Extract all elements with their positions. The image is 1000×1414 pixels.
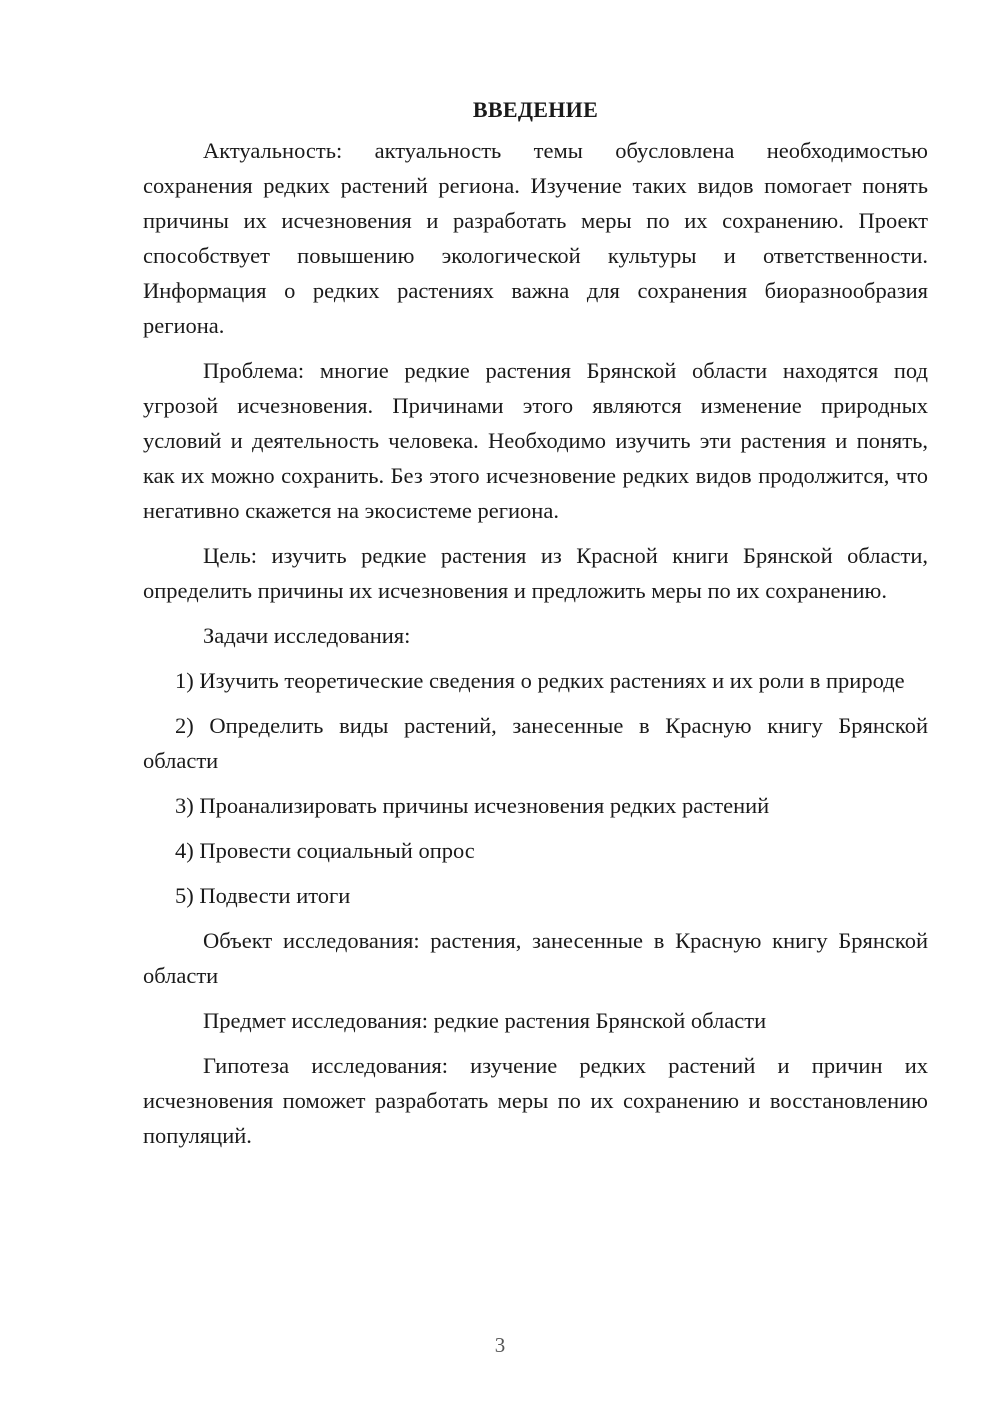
task-item: 4) Провести социальный опрос: [175, 838, 475, 863]
tasks-list: [143, 663, 928, 913]
goal-paragraph: Цель: изучить редкие растения из Красной книги Брянской области, определить причины их исчезновения и предложить меры по их сохранению.: [143, 543, 928, 603]
hypothesis-paragraph: Гипотеза исследования: изучение редких растений и причин их исчезновения поможет разработать меры по их сохранению и восстановлению популяций.: [143, 1053, 928, 1148]
task-item: 5) Подвести итоги: [175, 883, 351, 908]
object-paragraph: Объект исследования: растения, занесенные в Красную книгу Брянской области: [143, 928, 928, 988]
task-item: 3) Проанализировать причины исчезновения редких растений: [175, 793, 770, 818]
page-number: 3: [494, 1333, 506, 1357]
subject-paragraph: Предмет исследования: редкие растения Брянской области: [203, 1008, 767, 1033]
problem-paragraph: Проблема: многие редкие растения Брянской области находятся под угрозой исчезновения. Причинами этого являются изменение природных условий и деятельность человека. Необходимо изучить эти растения и понять, как их можно сохранить. Без этого исчезновение редких видов продолжится, что негативно скажется на экосистеме региона.: [143, 358, 928, 523]
task-item: 2) Определить виды растений, занесенные в Красную книгу Брянской области: [143, 713, 928, 773]
document-page: [143, 92, 928, 1163]
relevance-paragraph: Актуальность: актуальность темы обусловлена необходимостью сохранения редких растений региона. Изучение таких видов помогает понять причины их исчезновения и разработать меры по их сохранению. Проект способствует повышению экологической культуры и ответственности. Информация о редких растениях важна для сохранения биоразнообразия региона.: [143, 138, 928, 338]
page-title: ВВЕДЕНИЕ: [472, 97, 599, 122]
tasks-heading: Задачи исследования:: [203, 623, 411, 648]
task-item: 1) Изучить теоретические сведения о редких растениях и их роли в природе: [175, 668, 905, 693]
